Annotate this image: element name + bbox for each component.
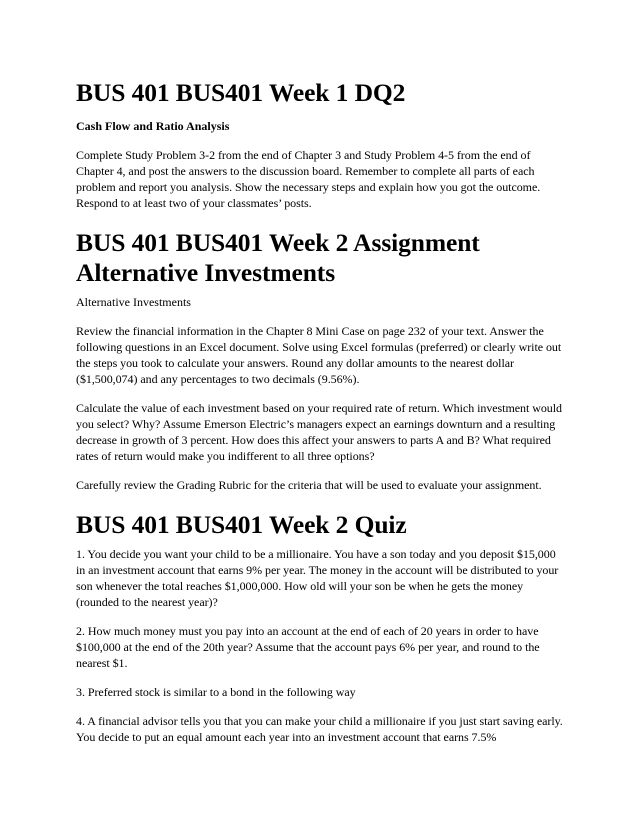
- document-page: [76, 78, 566, 745]
- paragraph: Review the financial information in the Chapter 8 Mini Case on page 232 of your text. Answer the following questions in an Excel document. Solve using Excel formulas (preferred) or clearly write out the steps you took to calculate your answers. Round any dollar amounts to the nearest dollar ($1,500,074) and any percentages to two decimals (9.56%).: [76, 324, 562, 386]
- paragraph: Calculate the value of each investment based on your required rate of return. Which investment would you select? Why? Assume Emerson Electric’s managers expect an earnings downturn and a resulting decrease in growth of 3 percent. How does this affect your answers to parts A and B? What required rates of return would make you indifferent to all three options?: [76, 401, 562, 463]
- quiz-question: 1. You decide you want your child to be a millionaire. You have a son today and you deposit $15,000 in an investment account that earns 9% per year. The money in the account will be distributed to your son whenever the total reaches $1,000,000. How old will your son be when he gets the money (rounded to the nearest year)?: [76, 547, 559, 609]
- section-subtitle: Alternative Investments: [76, 295, 191, 309]
- quiz-question: 3. Preferred stock is similar to a bond in the following way: [76, 685, 356, 699]
- paragraph: Complete Study Problem 3-2 from the end of Chapter 3 and Study Problem 4-5 from the end of Chapter 4, and post the answers to the discussion board. Remember to complete all parts of each problem and report you analysis. Show the necessary steps and explain how you got the outcome. Respond to at least two of your classmates’ posts.: [76, 148, 541, 210]
- section-heading: BUS 401 BUS401 Week 2 Assignment Alternative Investments: [76, 228, 480, 287]
- quiz-question: 4. A financial advisor tells you that you can make your child a millionaire if you just start saving early. You decide to put an equal amount each year into an investment account that earns 7.5%: [76, 714, 563, 744]
- section-week2-quiz: [76, 510, 566, 745]
- section-subtitle: Cash Flow and Ratio Analysis: [76, 119, 230, 133]
- paragraph: Carefully review the Grading Rubric for the criteria that will be used to evaluate your assignment.: [76, 478, 542, 492]
- section-heading: BUS 401 BUS401 Week 2 Quiz: [76, 510, 407, 539]
- section-heading: BUS 401 BUS401 Week 1 DQ2: [76, 78, 406, 107]
- quiz-question: 2. How much money must you pay into an account at the end of each of 20 years in order to have $100,000 at the end of the 20th year? Assume that the account pays 6% per year, and round to the nearest $1.: [76, 624, 540, 670]
- section-week1-dq2: [76, 78, 566, 211]
- section-week2-assignment: [76, 228, 566, 493]
